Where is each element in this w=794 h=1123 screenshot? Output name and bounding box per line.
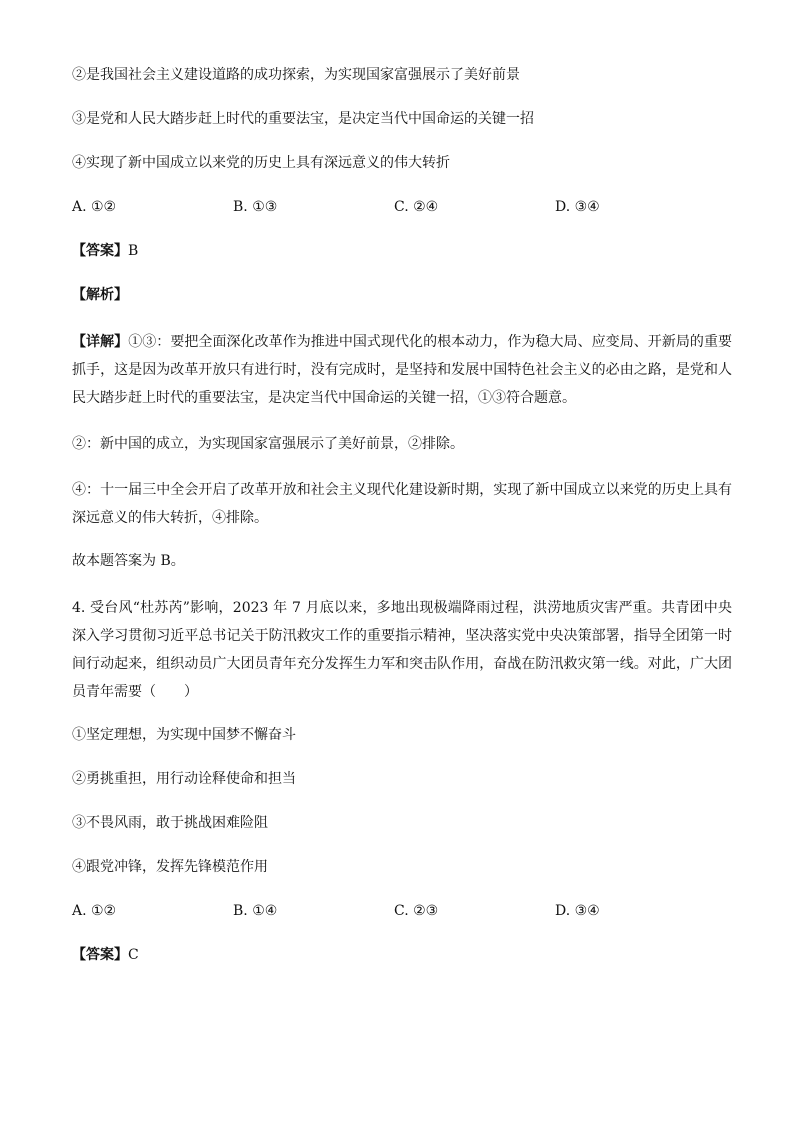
q3-answer	[72, 240, 732, 262]
q3-detail-1	[72, 328, 732, 412]
q3-statement-4: ④实现了新中国成立以来党的历史上具有深远意义的伟大转折	[72, 155, 450, 171]
answer-tag: 【答案】	[72, 243, 128, 259]
q4-stem: 4. 受台风“杜苏芮”影响，2023 年 7 月底以来，多地出现极端降雨过程，洪涝地质灾害严重。共青团中央深入学习贯彻习近平总书记关于防汛救灾工作的重要指示精神，坚决落实党中央决策部署，指导全团第一时间行动起来，组织动员广大团员青年充分发挥生力军和突击队作用，奋战在防汛救灾第一线。对此，广大团员青年需要（ ）	[72, 600, 732, 700]
q4-statement-1: ①坚定理想，为实现中国梦不懈奋斗	[72, 727, 296, 743]
q3-statement-3: ③是党和人民大踏步赶上时代的重要法宝，是决定当代中国命运的关键一招	[72, 111, 534, 127]
q3-conclusion: 故本题答案为 B。	[72, 553, 185, 569]
q4-answer	[72, 944, 732, 966]
analysis-tag: 【解析】	[72, 287, 128, 303]
q3-options	[72, 196, 732, 218]
answer-value: C	[128, 947, 139, 963]
q4-statement-2: ②勇挑重担，用行动诠释使命和担当	[72, 771, 296, 787]
detail-tag: 【详解】	[72, 334, 129, 350]
q4-option-a: A. ①②	[72, 903, 117, 919]
q4-statement-4: ④跟党冲锋，发挥先锋模范作用	[72, 859, 268, 875]
detail-text: ①③：要把全面深化改革作为推进中国式现代化的根本动力，作为稳大局、应变局、开新局的重要抓手，这是因为改革开放只有进行时，没有完成时，是坚持和发展中国特色社会主义的必由之路，是党和人民大踏步赶上时代的重要法宝，是决定当代中国命运的关键一招，①③符合题意。	[72, 334, 733, 406]
answer-tag: 【答案】	[72, 947, 128, 963]
q4-option-d: D. ③④	[555, 903, 600, 919]
q4-option-c: C. ②③	[394, 903, 439, 919]
q3-option-a: A. ①②	[72, 199, 117, 215]
q4-statement-3: ③不畏风雨，敢于挑战困难险阻	[72, 815, 268, 831]
answer-value: B	[128, 243, 139, 259]
document-page	[72, 64, 732, 966]
q3-detail-2: ②：新中国的成立，为实现国家富强展示了美好前景，②排除。	[72, 436, 464, 452]
q3-analysis-heading	[72, 284, 732, 306]
q3-statement-2: ②是我国社会主义建设道路的成功探索，为实现国家富强展示了美好前景	[72, 67, 520, 83]
q3-option-b: B. ①③	[233, 199, 278, 215]
q3-option-c: C. ②④	[394, 199, 439, 215]
q4-options	[72, 900, 732, 922]
q4-option-b: B. ①④	[233, 903, 278, 919]
q3-detail-3: ④：十一届三中全会开启了改革开放和社会主义现代化建设新时期，实现了新中国成立以来党的历史上具有深远意义的伟大转折，④排除。	[72, 482, 732, 526]
q3-option-d: D. ③④	[555, 199, 600, 215]
